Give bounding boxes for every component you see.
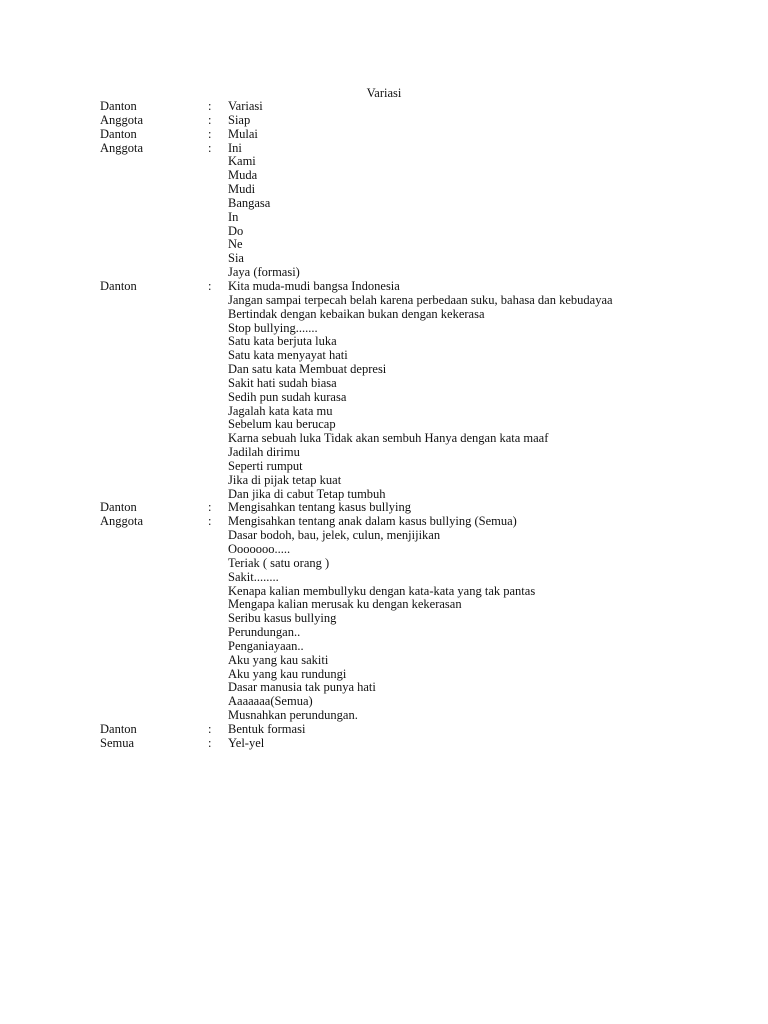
speaker-separator: :: [208, 735, 212, 750]
dialogue-line: Mengisahkan tentang kasus bullying: [228, 500, 411, 515]
dialogue-line: Dasar bodoh, bau, jelek, culun, menjijikan: [228, 528, 441, 543]
dialogue-line: Yel-yel: [228, 735, 265, 750]
dialogue-line: Dasar manusia tak punya hati: [228, 680, 376, 695]
speaker-separator: :: [208, 99, 212, 113]
dialogue-line: Dan jika di cabut Tetap tumbuh: [228, 486, 386, 501]
dialogue-line: Muda: [228, 168, 258, 183]
dialogue-line: Ooooooo.....: [228, 542, 291, 556]
dialogue-line: Mengapa kalian merusak ku dengan kekerasan: [228, 597, 462, 612]
dialogue-line: Mengisahkan tentang anak dalam kasus bullying (Semua): [228, 514, 517, 529]
dialogue-lines: [228, 100, 740, 114]
dialogue-block: [100, 515, 740, 723]
speaker-label: Danton: [100, 99, 137, 113]
speaker-label: Danton: [100, 278, 137, 293]
dialogue-lines: [228, 280, 740, 502]
dialogue-line: Sedih pun sudah kurasa: [228, 389, 347, 404]
dialogue-line: Do: [228, 223, 244, 238]
dialogue-block: [100, 100, 740, 114]
dialogue-line: Kami: [228, 154, 256, 169]
dialogue-line: Ne: [228, 237, 243, 252]
dialogue-line: Penganiayaan..: [228, 638, 304, 653]
dialogue-line: Teriak ( satu orang ): [228, 555, 330, 570]
dialogue-line: Jangan sampai terpecah belah karena perbedaan suku, bahasa dan kebudayaa: [228, 292, 613, 307]
dialogue-lines: [228, 737, 740, 751]
speaker-label: Anggota: [100, 140, 144, 155]
dialogue-lines: [228, 114, 740, 128]
speaker-label: Anggota: [100, 112, 144, 127]
dialogue-line: Aku yang kau sakiti: [228, 652, 329, 667]
dialogue-line: Bentuk formasi: [228, 721, 306, 736]
dialogue-line: Mudi: [228, 182, 256, 197]
dialogue-line: Jaya (formasi): [228, 265, 300, 280]
dialogue-lines: [228, 723, 740, 737]
dialogue-line: Seperti rumput: [228, 458, 303, 473]
dialogue-line: Jika di pijak tetap kuat: [228, 472, 342, 487]
dialogue-line: Sia: [228, 251, 244, 266]
dialogue-line: Stop bullying.......: [228, 320, 318, 335]
speaker-separator: :: [208, 721, 212, 736]
dialogue-lines: [228, 501, 740, 515]
dialogue-line: Jadilah dirimu: [228, 445, 300, 460]
speaker-label: Anggota: [100, 514, 144, 529]
dialogue-line: Jagalah kata kata mu: [228, 403, 333, 418]
dialogue-line: Ini: [228, 140, 242, 155]
speaker-separator: :: [208, 140, 212, 155]
dialogue-line: Satu kata berjuta luka: [228, 334, 337, 349]
speaker-separator: :: [208, 112, 212, 127]
dialogue-line: Dan satu kata Membuat depresi: [228, 362, 387, 377]
dialogue-line: Sebelum kau berucap: [228, 417, 336, 432]
dialogue-line: Karna sebuah luka Tidak akan sembuh Hanya dengan kata maaf: [228, 431, 549, 446]
dialogue-line: Mulai: [228, 126, 258, 141]
speaker-label: Danton: [100, 721, 137, 736]
dialogue-block: [100, 280, 740, 502]
script-body: [100, 100, 740, 751]
speaker-separator: :: [208, 500, 212, 515]
speaker-label: Semua: [100, 735, 135, 750]
dialogue-block: [100, 723, 740, 737]
dialogue-block: [100, 737, 740, 751]
speaker-separator: :: [208, 126, 212, 141]
dialogue-block: [100, 114, 740, 128]
dialogue-line: Siap: [228, 112, 251, 127]
dialogue-line: Sakit hati sudah biasa: [228, 375, 337, 390]
dialogue-block: [100, 142, 740, 280]
dialogue-line: Kita muda-mudi bangsa Indonesia: [228, 278, 400, 293]
speaker-label: Danton: [100, 500, 137, 515]
speaker-label: Danton: [100, 126, 137, 141]
dialogue-lines: [228, 515, 740, 723]
dialogue-line: Sakit........: [228, 569, 279, 584]
dialogue-line: Musnahkan perundungan.: [228, 708, 358, 723]
speaker-separator: :: [208, 278, 212, 293]
dialogue-lines: [228, 142, 740, 280]
dialogue-line: Kenapa kalian membullyku dengan kata-kata yang tak pantas: [228, 583, 536, 598]
dialogue-line: Aku yang kau rundungi: [228, 666, 347, 681]
document-title: Variasi: [366, 86, 402, 100]
dialogue-line: Seribu kasus bullying: [228, 611, 337, 626]
dialogue-line: Aaaaaaa(Semua): [228, 694, 313, 709]
dialogue-block: [100, 501, 740, 515]
dialogue-lines: [228, 128, 740, 142]
dialogue-block: [100, 128, 740, 142]
dialogue-line: Satu kata menyayat hati: [228, 348, 348, 363]
dialogue-line: Perundungan..: [228, 625, 301, 640]
dialogue-line: In: [228, 209, 239, 224]
speaker-separator: :: [208, 514, 212, 529]
dialogue-line: Bertindak dengan kebaikan bukan dengan kekerasa: [228, 306, 485, 321]
dialogue-line: Bangasa: [228, 195, 271, 210]
dialogue-line: Variasi: [228, 99, 263, 113]
